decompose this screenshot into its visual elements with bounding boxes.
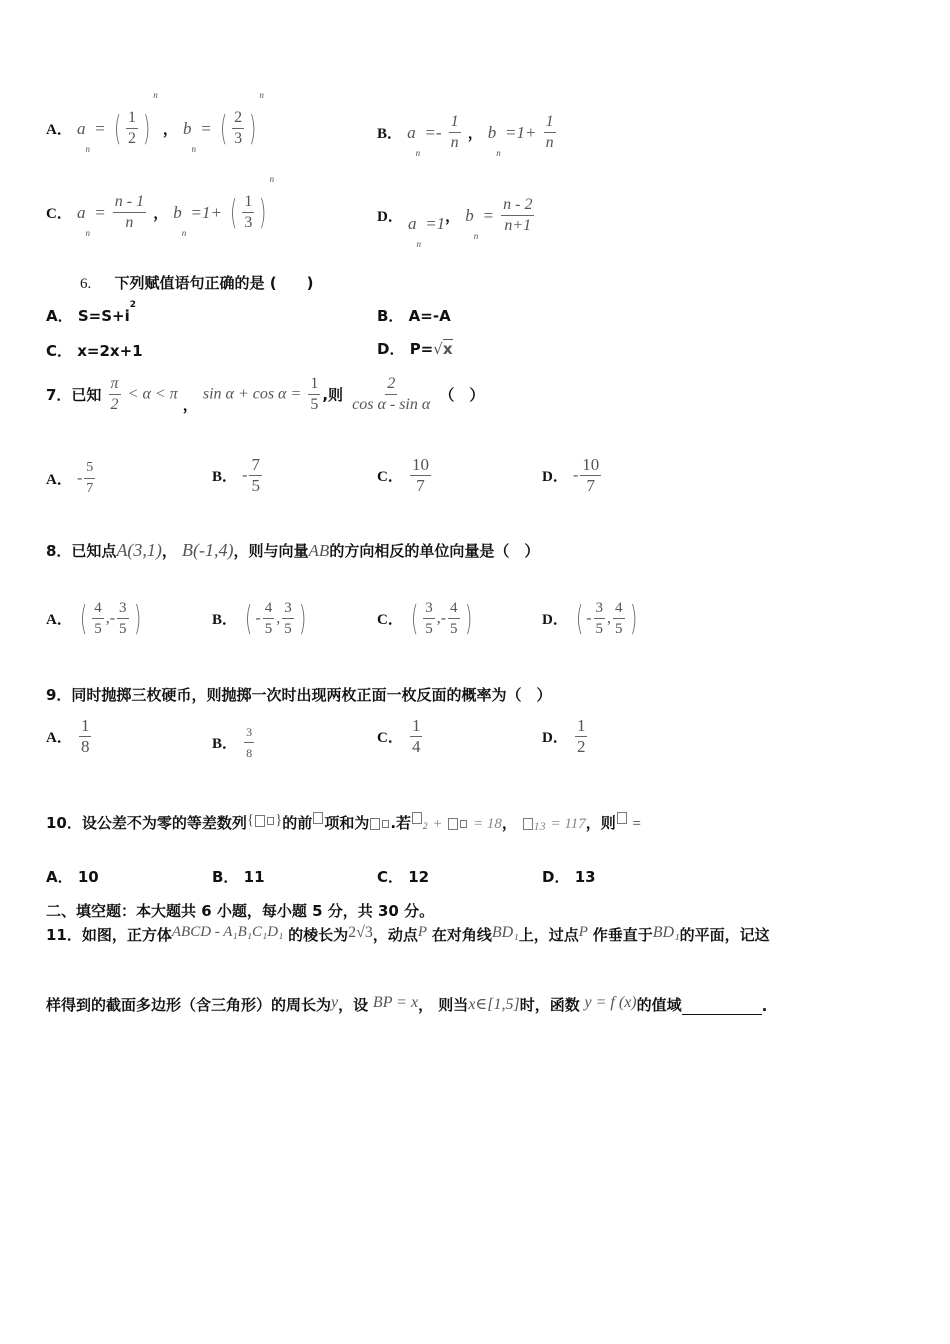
option-label: A． xyxy=(46,868,73,886)
frac-den: n xyxy=(450,134,459,151)
q10-option-d xyxy=(542,866,596,887)
option-label: A． xyxy=(46,122,72,138)
math-inequality: < α < π xyxy=(127,385,178,403)
frac-den: 5 xyxy=(450,621,458,637)
math-point: P xyxy=(417,924,428,940)
frac-num: 2 xyxy=(385,374,397,395)
separator: ， xyxy=(153,206,169,222)
q7-option-b xyxy=(212,455,264,496)
option-text: x=2x+1 xyxy=(77,342,143,360)
frac-num: 7 xyxy=(251,455,260,474)
q8-option-c: C． ( $\frac{3}{5}$ ,- $\frac{4}{5}$ ) xyxy=(377,598,472,639)
q6-option-b xyxy=(377,305,451,326)
frac-num: 1 xyxy=(80,716,90,735)
point-b: B(-1,4) xyxy=(182,540,234,560)
math-var: a xyxy=(76,202,86,222)
frac-den: 2 xyxy=(110,396,119,413)
q10-option-a xyxy=(46,866,99,887)
q5-option-c: C． $a_n$ = $\frac{n - 1}{n}$ ， $b_n =1+$ ( $\frac{1}{3}$ )$^n$ xyxy=(46,174,275,238)
math-sub: n xyxy=(496,147,501,158)
q7-option-a xyxy=(46,458,97,499)
option-label: B． xyxy=(212,868,239,886)
math-exp: n xyxy=(259,90,264,100)
point-a: A(3,1) xyxy=(116,540,162,560)
sign: - xyxy=(586,609,592,627)
question-text: ,则 xyxy=(322,386,344,404)
option-label: D． xyxy=(542,469,568,485)
option-text: S=S+i xyxy=(77,307,130,325)
option-label: C． xyxy=(377,612,403,628)
math-expression: BP = x xyxy=(372,994,419,1011)
question-text: ，设 xyxy=(338,996,369,1014)
math-value: = 18 xyxy=(473,816,502,832)
frac-den: 2 xyxy=(576,737,586,756)
frac-num: n - 1 xyxy=(113,192,146,213)
question-text: 下列赋值语句正确的是 ( ) xyxy=(114,274,314,292)
q10-option-c xyxy=(377,866,429,887)
option-label: B． xyxy=(212,612,238,628)
frac-den: 5 xyxy=(264,621,273,637)
separator: ， xyxy=(182,396,198,414)
option-text: 13 xyxy=(574,868,596,886)
frac-den: n xyxy=(125,214,134,231)
q10-stem: 10．设公差不为零的等差数列{ }的前 项和为 .若 2 + = 18， 13 = 117，则 = xyxy=(46,812,641,833)
frac-den: 5 xyxy=(94,621,102,637)
vector-ab: AB xyxy=(308,541,330,560)
frac-num: 3 xyxy=(423,598,435,619)
frac-num: 1 xyxy=(449,112,461,133)
q6-option-a xyxy=(46,300,136,326)
question-text: .若 xyxy=(390,814,412,832)
math-op: =1+ xyxy=(505,122,537,142)
math-var: b xyxy=(465,205,474,225)
frac-num: 4 xyxy=(263,598,275,619)
frac-den: 5 xyxy=(119,621,127,637)
missing-glyph-icon xyxy=(382,820,389,828)
q6-option-d xyxy=(377,338,453,359)
q5-option-d: D． $a_n =1$， $b_n$ = $\frac{n - 2}{n+1}$ xyxy=(377,196,533,249)
question-text: 项和为 xyxy=(324,814,370,832)
math-point: P xyxy=(578,924,588,940)
q10-option-b xyxy=(212,866,265,887)
question-text: 的前 xyxy=(282,814,313,832)
math-exp: n xyxy=(269,174,275,184)
frac-den: 8 xyxy=(80,737,90,756)
frac-den: 7 xyxy=(586,476,596,495)
math-sub: n xyxy=(191,143,196,154)
math-edge: 2√3 xyxy=(348,924,373,941)
question-text: ，则 xyxy=(585,814,616,832)
frac-num: 1 xyxy=(308,374,320,395)
frac-den: 5 xyxy=(310,396,319,413)
math-var: a xyxy=(407,122,416,142)
frac-num: 3 xyxy=(282,598,294,619)
frac-num: 1 xyxy=(411,716,421,735)
option-text: 12 xyxy=(408,868,430,886)
question-text: ， 则当 xyxy=(418,996,469,1014)
frac-den: 5 xyxy=(425,621,433,637)
frac-num: 4 xyxy=(613,598,625,619)
q5-option-b xyxy=(377,112,558,158)
frac-num: 3 xyxy=(244,722,254,743)
option-label: A． xyxy=(46,612,72,628)
option-label: B． xyxy=(377,126,403,142)
missing-glyph-icon xyxy=(460,820,467,828)
q8-option-b: B． ( - $\frac{4}{5}$ , $\frac{3}{5}$ ) xyxy=(212,598,306,639)
q9-option-a xyxy=(46,716,93,757)
question-text: 在对角线 xyxy=(431,926,492,944)
sign: - xyxy=(255,609,261,627)
math-expression: sin α + cos α = xyxy=(202,385,302,403)
math-sub: 2 xyxy=(423,821,428,831)
missing-glyph-icon xyxy=(313,812,323,824)
option-label: D． xyxy=(377,209,403,225)
math-sub: n xyxy=(416,238,421,249)
q7-stem xyxy=(46,374,484,415)
q9-option-c xyxy=(377,716,424,757)
question-text: 的值域 xyxy=(636,996,682,1014)
q8-stem xyxy=(46,540,539,561)
sqrt-radicand: x xyxy=(442,340,453,358)
question-text: 样得到的截面多边形（含三角形）的周长为 xyxy=(46,996,332,1014)
missing-glyph-icon xyxy=(523,818,533,830)
option-sup: 2 xyxy=(129,300,136,310)
math-value: = 117 xyxy=(550,816,586,832)
missing-glyph-icon xyxy=(255,815,265,827)
separator: ， xyxy=(467,126,483,142)
math-range: x∈[1,5] xyxy=(468,996,520,1013)
missing-glyph-icon xyxy=(412,812,422,824)
frac-den: 4 xyxy=(411,737,421,756)
frac-num: 10 xyxy=(582,455,600,474)
missing-glyph-icon xyxy=(370,818,380,830)
frac-den: 2 xyxy=(128,130,137,147)
missing-glyph-icon xyxy=(267,817,274,825)
frac-num: π xyxy=(109,374,121,395)
option-text: P= xyxy=(409,340,434,358)
separator: ， xyxy=(501,814,517,832)
option-label: B． xyxy=(212,736,238,752)
frac-num: 2 xyxy=(232,108,244,129)
math-function: y = f (x) xyxy=(584,994,637,1011)
question-text: 时，函数 xyxy=(519,996,580,1014)
frac-den: n+1 xyxy=(504,217,532,234)
math-var: b xyxy=(487,122,497,142)
frac-den: 8 xyxy=(246,746,253,760)
option-label: C． xyxy=(377,730,403,746)
frac-den: 7 xyxy=(86,481,94,496)
option-label: B． xyxy=(377,307,404,325)
math-diagonal: BD₁ xyxy=(491,924,519,941)
answer-blank[interactable] xyxy=(682,1000,762,1015)
question-text: 的棱长为 xyxy=(288,926,349,944)
option-text: 10 xyxy=(77,868,99,886)
frac-num: 10 xyxy=(411,455,429,474)
option-label: D． xyxy=(377,340,405,358)
frac-den: n xyxy=(545,134,554,151)
math-var: a xyxy=(407,213,417,233)
question-text: 作垂直于 xyxy=(592,926,653,944)
frac-num: 1 xyxy=(126,108,138,129)
q11-line1 xyxy=(46,924,770,945)
q9-option-d xyxy=(542,716,589,757)
math-sub: 13 xyxy=(533,819,546,833)
frac-num: 1 xyxy=(544,112,556,133)
q11-line2 xyxy=(46,994,767,1015)
sqrt-symbol: √ xyxy=(433,340,443,358)
question-text: 7．已知 xyxy=(46,386,102,404)
math-sub: n xyxy=(85,227,90,238)
option-text: A=-A xyxy=(408,307,451,325)
frac-den: cos α - sin α xyxy=(352,396,431,413)
q7-option-d xyxy=(542,455,603,496)
question-text: 的平面，记这 xyxy=(679,926,770,944)
q5-option-a: A． $a_n$ = ( $\frac{1}{2}$ )$^n$ ， $b_n$ = ( $\frac{2}{3}$ )$^n$ xyxy=(46,90,264,154)
question-text: 的方向相反的单位向量是（ ） xyxy=(329,542,540,560)
math-sub: n xyxy=(415,147,421,158)
math-sub: n xyxy=(181,227,187,238)
q8-option-a: A． ( $\frac{4}{5}$ ,- $\frac{3}{5}$ ) xyxy=(46,598,141,639)
q7-option-c xyxy=(377,455,433,496)
option-label: D． xyxy=(542,868,570,886)
math-op: =1 xyxy=(425,213,446,233)
missing-glyph-icon xyxy=(448,818,458,830)
frac-num: 1 xyxy=(576,716,586,735)
q9-option-b xyxy=(212,722,256,763)
option-label: C． xyxy=(46,206,72,222)
sign: - xyxy=(572,466,579,484)
frac-den: 5 xyxy=(595,621,604,637)
option-label: B． xyxy=(212,469,238,485)
math-cube: ABCD - A₁B₁C₁D₁ xyxy=(171,924,284,940)
frac-num: 3 xyxy=(117,598,129,619)
frac-num: 3 xyxy=(594,598,606,619)
question-text: 10．设公差不为零的等差数列 xyxy=(46,814,247,832)
sign: - xyxy=(109,609,116,627)
sign: - xyxy=(242,466,248,484)
frac-den: 5 xyxy=(284,621,292,637)
sign: - xyxy=(76,469,83,487)
math-op: = xyxy=(632,816,641,832)
frac-num: 4 xyxy=(448,598,460,619)
q6-stem xyxy=(80,272,313,293)
frac-num: 1 xyxy=(242,192,254,213)
math-sub: n xyxy=(85,143,90,154)
math-diagonal: BD₁ xyxy=(652,924,680,941)
question-text: ，动点 xyxy=(372,926,418,944)
frac-den: 5 xyxy=(251,476,260,495)
frac-den: 5 xyxy=(615,621,623,637)
option-label: C． xyxy=(46,342,73,360)
frac-den: 3 xyxy=(244,214,253,231)
separator: ， xyxy=(162,122,178,138)
option-label: A． xyxy=(46,307,73,325)
question-text: ，则与向量 xyxy=(233,542,309,560)
math-sub: n xyxy=(473,230,479,241)
option-label: C． xyxy=(377,868,404,886)
frac-num: n - 2 xyxy=(501,195,534,216)
section-heading: 二、填空题：本大题共 6 小题，每小题 5 分，共 30 分。 xyxy=(46,902,435,920)
frac-den: 3 xyxy=(234,130,243,147)
answer-paren: （ ） xyxy=(439,386,485,404)
option-label: C． xyxy=(377,469,403,485)
missing-glyph-icon xyxy=(617,812,627,824)
math-var: y xyxy=(331,994,339,1011)
math-var: a xyxy=(76,118,86,138)
sign: - xyxy=(440,609,447,627)
separator: ， xyxy=(161,542,177,560)
question-text: 上，过点 xyxy=(518,926,579,944)
frac-den: 7 xyxy=(416,476,425,495)
q9-stem: 9．同时抛掷三枚硬币，则抛掷一次时出现两枚正面一枚反面的概率为（ ） xyxy=(46,686,552,704)
q6-option-c xyxy=(46,340,143,361)
math-var: b xyxy=(173,202,182,222)
question-number: 6. xyxy=(80,276,92,292)
question-text: 8．已知点 xyxy=(46,542,117,560)
option-text: 11 xyxy=(243,868,265,886)
question-text: 11．如图，正方体 xyxy=(46,926,172,944)
q8-option-d: D． ( - $\frac{3}{5}$ , $\frac{4}{5}$ ) xyxy=(542,598,637,639)
option-label: A． xyxy=(46,730,72,746)
math-op: + xyxy=(432,816,443,832)
math-op: =1+ xyxy=(190,202,222,222)
option-label: D． xyxy=(542,730,568,746)
separator: ， xyxy=(445,209,461,225)
frac-num: 4 xyxy=(92,598,104,619)
question-text: . xyxy=(761,997,768,1015)
option-label: D． xyxy=(542,612,568,628)
math-exp: n xyxy=(153,90,158,100)
math-op: =- xyxy=(424,122,442,142)
math-var: b xyxy=(183,118,192,138)
frac-num: 5 xyxy=(84,458,95,479)
option-label: A． xyxy=(46,472,72,488)
